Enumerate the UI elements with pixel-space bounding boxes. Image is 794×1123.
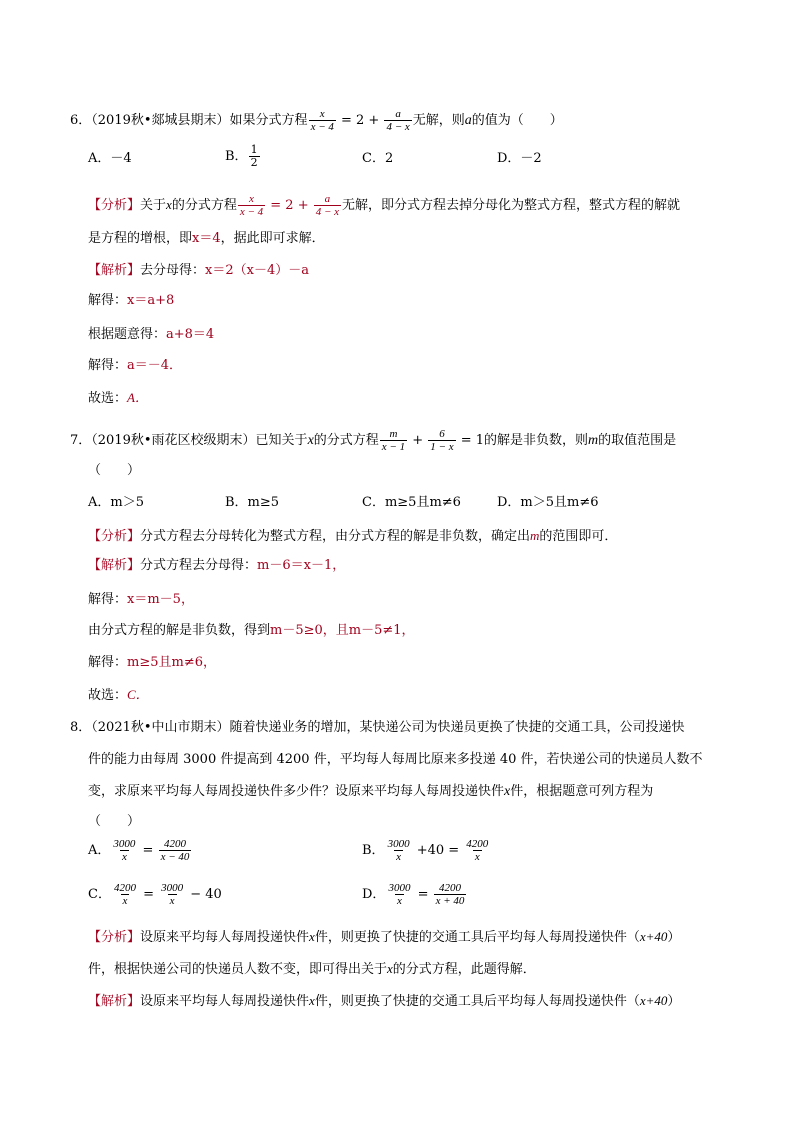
q6-solution-line4: 解得：a＝－4． xyxy=(88,358,183,373)
q7-option-b: B．m≥5 xyxy=(225,495,280,510)
q7-blank-paren: （ ） xyxy=(88,463,141,478)
q8-solution-tag: 【解析】 xyxy=(88,994,141,1009)
q8-stem-line3: 变，求原来平均每人每周投递快件多少件？设原来平均每人每周投递快件x件，根据题意可列方程为 xyxy=(88,784,654,799)
q7-number: 7． xyxy=(70,433,92,448)
q8-analysis-tag: 【分析】 xyxy=(88,930,141,945)
q6-answer: 故选：A． xyxy=(88,390,148,406)
q7-fraction-2: $\frac{6}{1 - x}$ xyxy=(430,428,454,453)
q8-blank-paren: （ ） xyxy=(88,814,141,829)
q7-option-a: A．m＞5 xyxy=(88,495,144,510)
q8-stem-line1: 8．（2021秋•中山市期末）随着快递业务的增加，某快递公司为快递员更换了快捷的交通工具，公司投递快 xyxy=(70,720,685,735)
q8-stem-line2: 件的能力由每周 3000 件提高到 4200 件，平均每人每周比原来多投递 40 件，若快递公司的快递员人数不 xyxy=(88,752,703,767)
q7-solution-line4: 解得：m≥5且m≠6， xyxy=(88,655,216,670)
q7-stem: 7．（2019秋•雨花区校级期末）已知关于x的分式方程 $\frac{m}{x - 1}$ + $\frac{6}{1 - x}$ = 1的解是非负数，则m的取值范围是 xyxy=(70,428,677,453)
q6-option-d: D．－2 xyxy=(497,151,542,166)
q7-option-d: D．m＞5且m≠6 xyxy=(497,495,599,510)
q6-fraction-1: $\frac{x}{x - 4}$ xyxy=(310,108,334,133)
q7-solution-line3: 由分式方程的解是非负数，得到m－5≥0，且m－5≠1， xyxy=(88,623,415,638)
q7-solution-line2: 解得：x＝m－5， xyxy=(88,592,194,607)
q6-source: （2019秋•郯城县期末） xyxy=(91,113,230,128)
q7-solution-line1: 【解析】分式方程去分母得：m－6＝x－1， xyxy=(88,558,346,573)
q6-analysis-line1: 【分析】关于x的分式方程 $\frac{x}{x - 4}$ = 2 + $\frac{a}{4 - x}$ 无解，即分式方程去掉分母化为整式方程，整式方程的解就 xyxy=(88,193,681,218)
q8-option-a: A． $\frac{3000}{x}$ = $\frac{4200}{x - 40}$ xyxy=(88,838,190,863)
q7-source: （2019秋•雨花区校级期末） xyxy=(91,433,256,448)
q8-option-d: D． $\frac{3000}{x}$ = $\frac{4200}{x + 40}$ xyxy=(362,882,465,907)
q6-option-a: A．－4 xyxy=(88,151,132,166)
q6-analysis-line2: 是方程的增根，即x＝4，据此即可求解． xyxy=(88,231,325,246)
q6-solution-line1: 【解析】去分母得：x＝2（x－4）－a xyxy=(88,263,309,278)
q8-option-b: B． $\frac{3000}{x}$ +40 = $\frac{4200}{x}$ xyxy=(362,838,489,863)
q6-solution-line2: 解得：x＝a+8 xyxy=(88,293,175,308)
q6-stem: 6．（2019秋•郯城县期末）如果分式方程 $\frac{x}{x - 4}$ = 2 + $\frac{a}{4 - x}$ 无解，则a的值为（ ） xyxy=(70,108,563,133)
q7-option-c: C．m≥5且m≠6 xyxy=(362,495,461,510)
q8-solution-line1: 【解析】设原来平均每人每周投递快件x件，则更换了快捷的交通工具后平均每人每周投递快件（x+40） xyxy=(88,993,681,1009)
q8-analysis-line2: 件，根据快递公司的快递员人数不变，即可得出关于x的分式方程，此题得解． xyxy=(88,961,536,977)
q6-solution-line3: 根据题意得：a+8＝4 xyxy=(88,327,215,342)
q6-number: 6． xyxy=(70,113,92,128)
q7-analysis: 【分析】分式方程去分母转化为整式方程，由分式方程的解是非负数，确定出m的范围即可． xyxy=(88,528,618,544)
q7-analysis-tag: 【分析】 xyxy=(88,529,141,544)
q6-option-c: C．2 xyxy=(362,151,394,166)
q8-analysis-line1: 【分析】设原来平均每人每周投递快件x件，则更换了快捷的交通工具后平均每人每周投递快件（x+40） xyxy=(88,929,681,945)
q6-analysis-tag: 【分析】 xyxy=(88,198,141,213)
q8-option-c: C． $\frac{4200}{x}$ = $\frac{3000}{x}$ − 40 xyxy=(88,882,222,907)
q7-answer: 故选：C． xyxy=(88,687,149,703)
q8-number: 8． xyxy=(70,720,92,735)
q7-solution-tag: 【解析】 xyxy=(88,558,141,573)
q6-solution-tag: 【解析】 xyxy=(88,263,141,278)
q7-fraction-1: $\frac{m}{x - 1}$ xyxy=(381,428,406,453)
q6-option-b: B． $\frac{1}{2}$ xyxy=(225,143,258,169)
q8-source: （2021秋•中山市期末） xyxy=(91,720,230,735)
q6-fraction-2: $\frac{a}{4 - x}$ xyxy=(386,108,410,133)
